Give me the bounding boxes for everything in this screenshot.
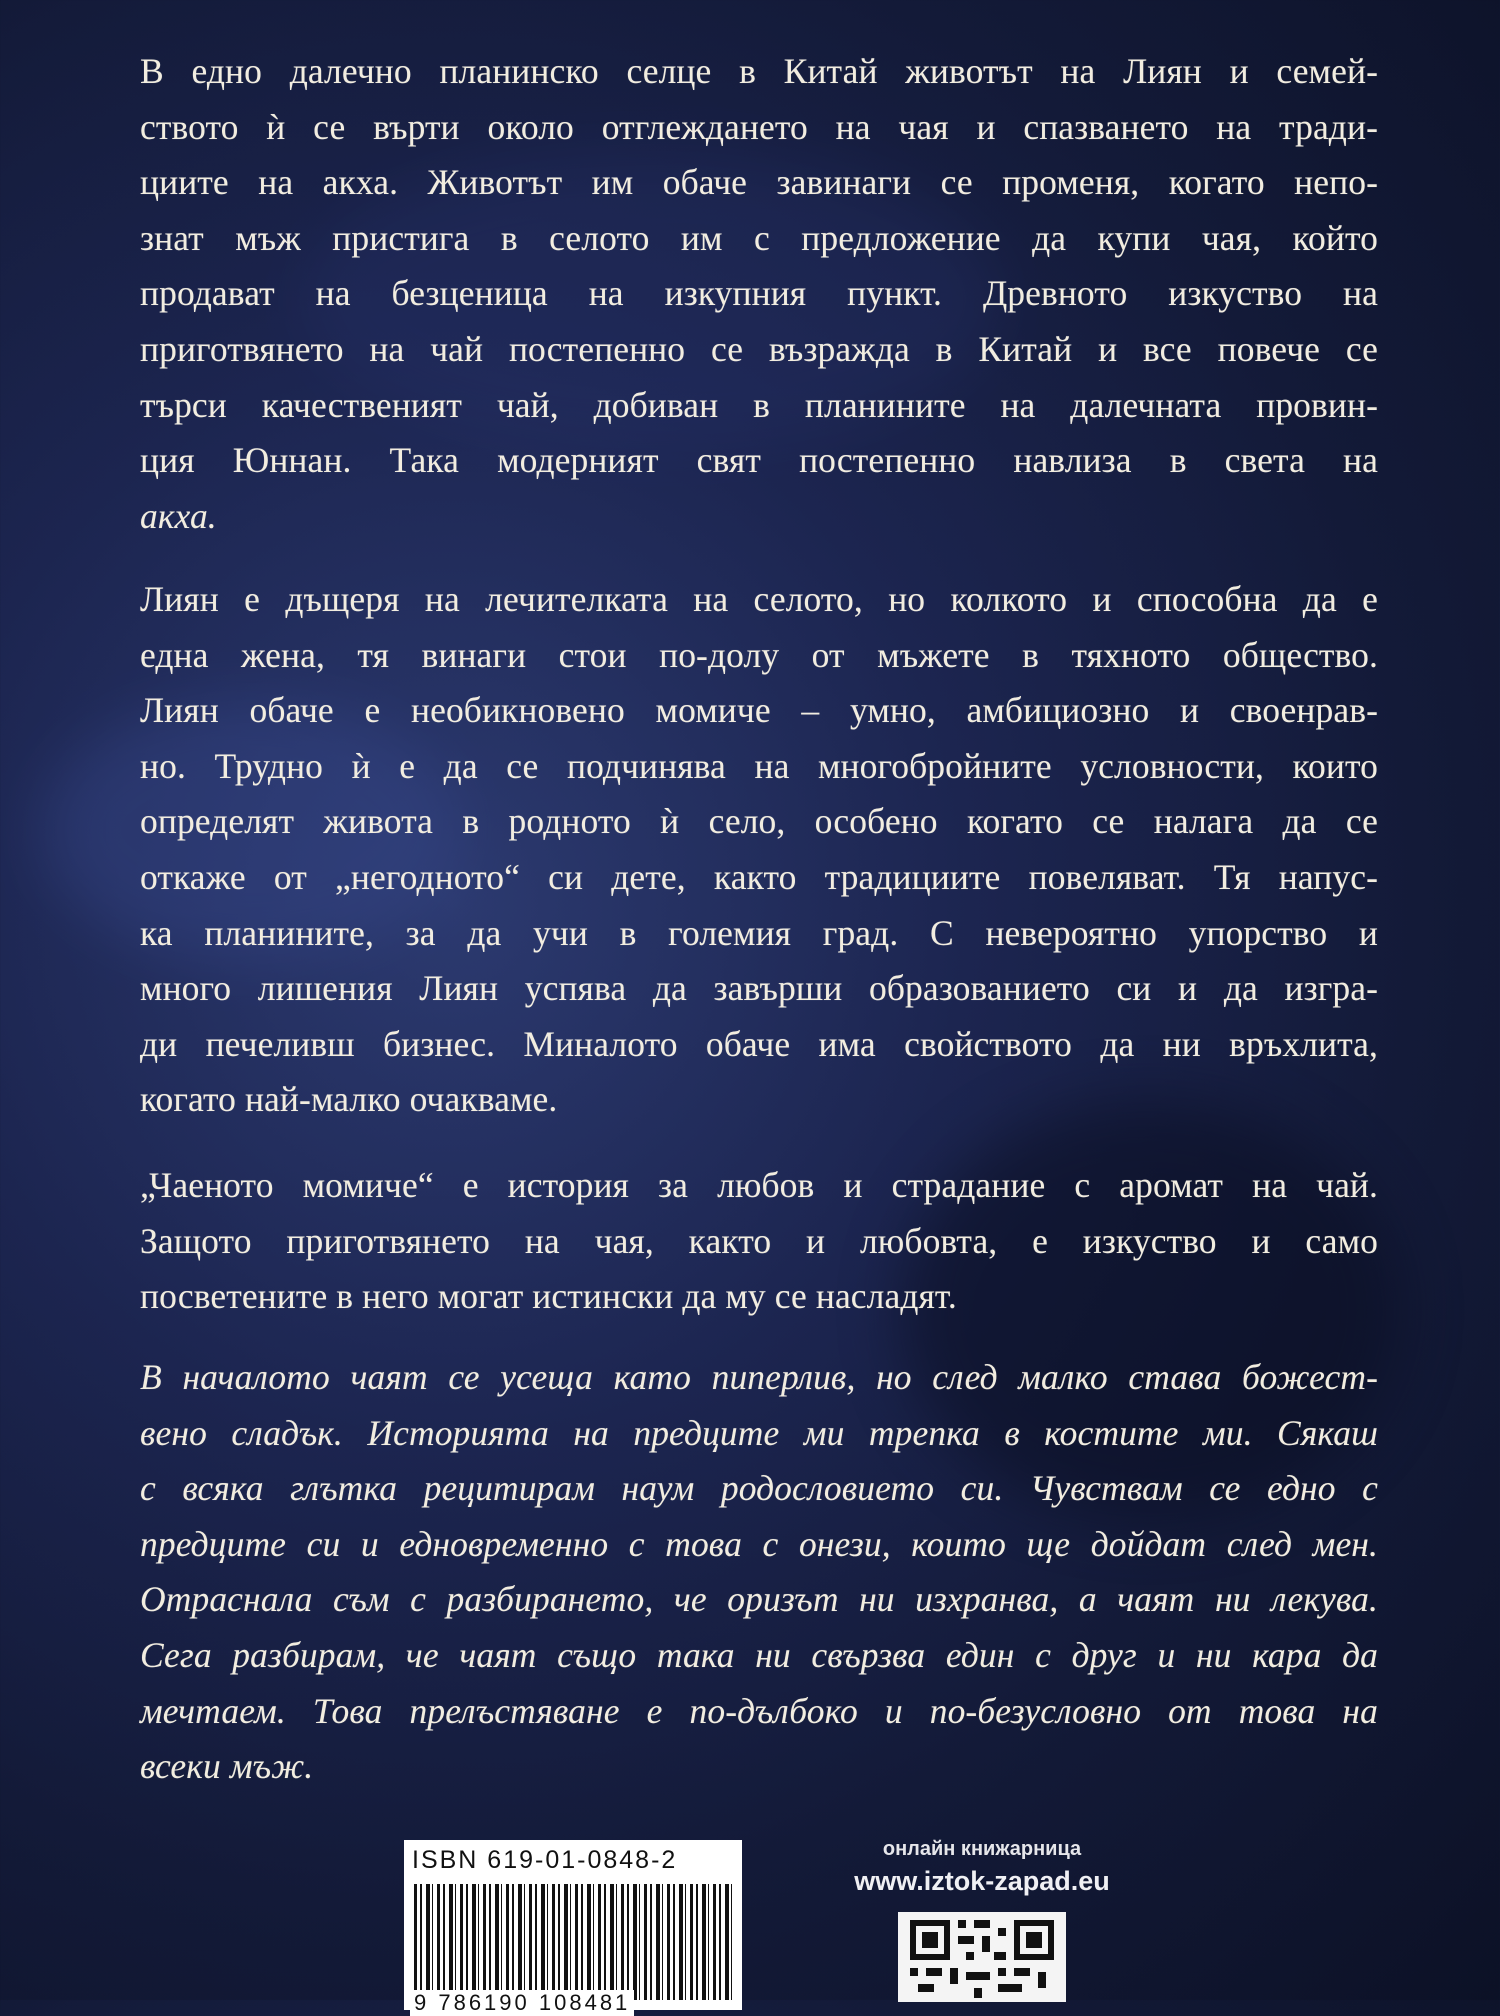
text-line: мечтаем. Това прелъстяване е по-дълбоко и по-безусловно от това на xyxy=(140,1690,1378,1731)
text-line: една жена, тя винаги стои по-долу от мъжете в тяхното общество. xyxy=(140,634,1378,675)
text-line: Отраснала съм с разбирането, че оризът ни изхранва, а чаят ни лекува. xyxy=(140,1579,1378,1620)
quote-paragraph xyxy=(140,1350,1378,1795)
isbn-barcode-box xyxy=(404,1840,742,2015)
text-line: но. Трудно ѝ е да се подчинява на многобройните условности, които xyxy=(140,745,1378,786)
description-paragraph-2 xyxy=(140,572,1378,1128)
text-line: предците си и едновременно с това с онези, които ще дойдат след мен. xyxy=(140,1523,1378,1564)
text-line: когато най-малко очакваме. xyxy=(140,1079,558,1120)
text-line: Лиян обаче е необикновено момиче – умно, амбициозно и своенрав- xyxy=(140,690,1378,731)
text-line: Защото приготвянето на чая, както и любовта, е изкуство и само xyxy=(140,1220,1378,1261)
text-line: определят живота в родното ѝ село, особено когато се налага да се xyxy=(140,801,1378,842)
barcode-icon xyxy=(414,1884,732,2000)
qr-code-icon[interactable] xyxy=(898,1912,1066,2002)
store-url-link[interactable]: www.iztok-zapad.eu xyxy=(854,1866,1110,1896)
text-line: ди печеливш бизнес. Миналото обаче има свойството да ни връхлита, xyxy=(140,1023,1378,1064)
text-line: В началото чаят се усеща като пиперлив, но след малко става божест- xyxy=(140,1357,1378,1397)
text-line: посветените в него могат истински да му се насладят. xyxy=(140,1276,957,1317)
text-line: знат мъж пристига в селото им с предложение да купи чая, който xyxy=(140,217,1378,258)
text-line: много лишения Лиян успява да завърши образованието си и да изгра- xyxy=(140,968,1378,1009)
barcode-number: 9 786190 108481 xyxy=(410,1990,634,2016)
text-line: акха. xyxy=(140,495,217,536)
text-line: приготвянето на чай постепенно се възражда в Китай и все повече се xyxy=(140,328,1378,369)
text-line: циите на акха. Животът им обаче завинаги се променя, когато непо- xyxy=(140,162,1378,203)
text-line: търси качественият чай, добиван в планините на далечната провин- xyxy=(140,384,1378,425)
text-line: В едно далечно планинско селце в Китай животът на Лиян и семей- xyxy=(140,51,1378,91)
online-store-label: онлайн книжарница xyxy=(882,1838,1082,1860)
text-line: Сега разбирам, че чаят също така ни свързва един с друг и ни кара да xyxy=(140,1634,1378,1675)
description-paragraph-1 xyxy=(140,44,1378,544)
text-line: вено сладък. Историята на предците ми трепка в костите ми. Сякаш xyxy=(140,1412,1378,1453)
text-line: „Чаеното момиче“ е история за любов и страдание с аромат на чай. xyxy=(140,1165,1378,1205)
text-line: всеки мъж. xyxy=(140,1746,314,1787)
text-line: Лиян е дъщеря на лечителката на селото, но колкото и способна да е xyxy=(140,579,1378,619)
text-line: продават на безценица на изкупния пункт. Древното изкуство на xyxy=(140,273,1378,314)
isbn-label: ISBN 619-01-0848-2 xyxy=(412,1846,678,1874)
text-line: ството ѝ се върти около отглеждането на чая и спазването на тради- xyxy=(140,106,1378,147)
text-line: откаже от „негодното“ си дете, както традициите повеляват. Тя напус- xyxy=(140,856,1378,897)
description-paragraph-3 xyxy=(140,1158,1378,1325)
text-line: ция Юннан. Така модерният свят постепенно навлиза в света на xyxy=(140,440,1378,481)
text-line: с всяка глътка рецитирам наум родословието си. Чувствам се едно с xyxy=(140,1468,1378,1509)
text-line: ка планините, за да учи в големия град. С невероятно упорство и xyxy=(140,912,1378,953)
